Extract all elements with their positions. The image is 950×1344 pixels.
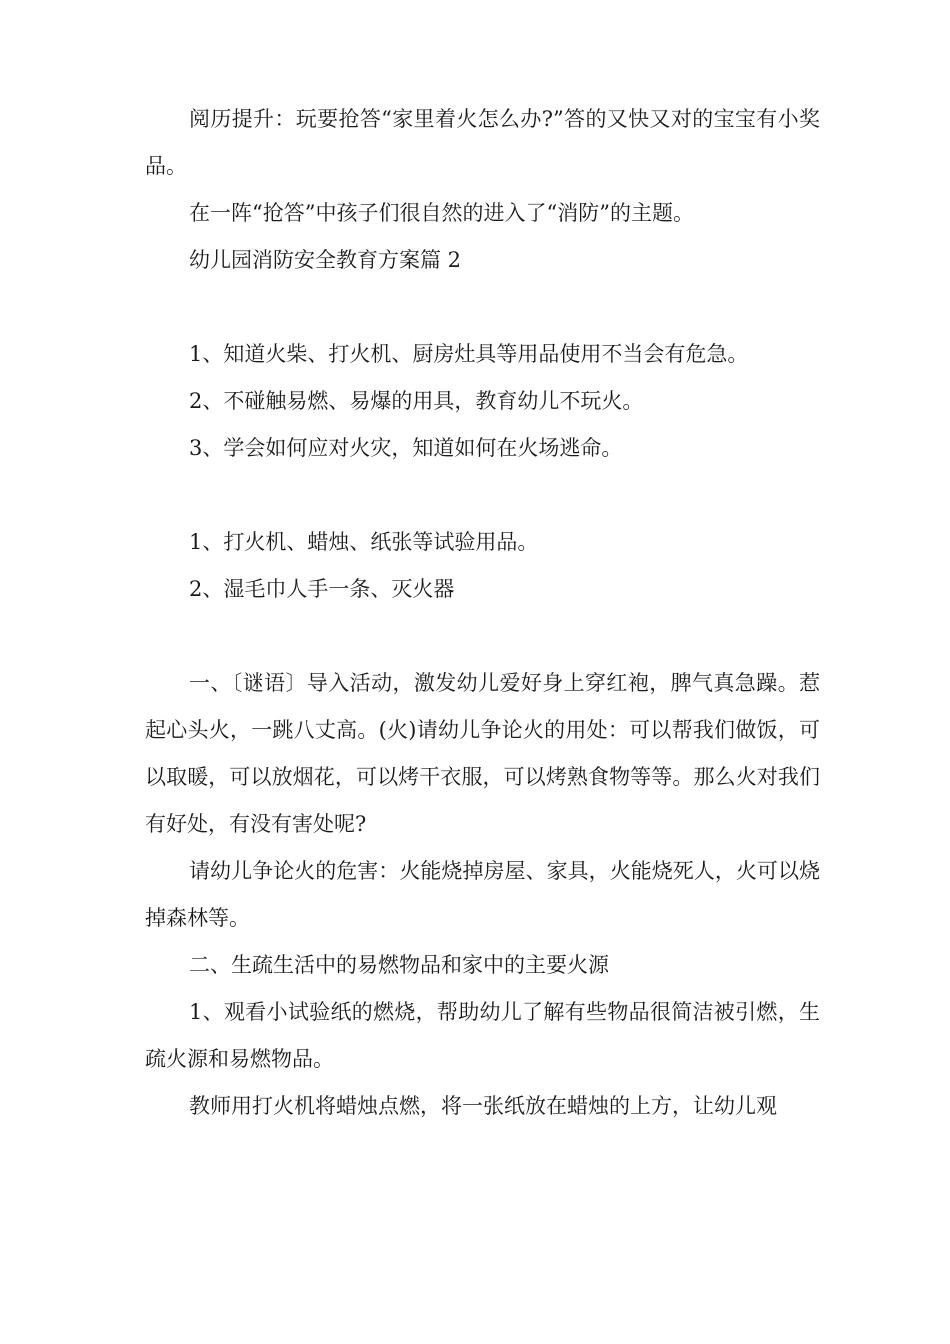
prep-item-1: 1、打火机、蜡烛、纸张等试验用品。 [189, 530, 539, 554]
document-body [145, 96, 820, 1130]
goal-item-1: 1、知道火柴、打火机、厨房灶具等用品使用不当会有危急。 [189, 342, 749, 366]
activity-paper-experiment: 1、观看小试验纸的燃烧，帮助幼儿了解有些物品很简洁被引燃，生疏火源和易燃物品。 [145, 1000, 820, 1071]
activity-teacher-demo: 教师用打火机将蜡烛点燃，将一张纸放在蜡烛的上方，让幼儿观 [189, 1094, 777, 1118]
goal-item-2: 2、不碰触易燃、易爆的用具，教育幼儿不玩火。 [189, 389, 644, 413]
blank-line [145, 472, 820, 519]
paragraph-theme-intro: 在一阵“抢答”中孩子们很自然的进入了“消防”的主题。 [189, 201, 694, 225]
activity-riddle-intro: 一、〔谜语〕导入活动，激发幼儿爱好身上穿红袍，脾气真急躁。惹起心头火，一跳八丈高。(火)请幼儿争论火的用处：可以帮我们做饭，可以取暖，可以放烟花，可以烤干衣服，可以烤熟食物等等。那么火对我们有好处，有没有害处呢? [145, 671, 820, 836]
section-heading-plan-2: 幼儿园消防安全教育方案篇 2 [189, 248, 462, 272]
paragraph-experience-boost: 阅历提升：玩要抢答“家里着火怎么办?”答的又快又对的宝宝有小奖品。 [145, 107, 820, 178]
blank-line [145, 613, 820, 660]
blank-line [145, 284, 820, 331]
prep-item-2: 2、湿毛巾人手一条、灭火器 [189, 577, 455, 601]
activity-section-two-heading: 二、生疏生活中的易燃物品和家中的主要火源 [189, 953, 609, 977]
activity-fire-hazards: 请幼儿争论火的危害：火能烧掉房屋、家具，火能烧死人，火可以烧掉森林等。 [145, 859, 820, 930]
goal-item-3: 3、学会如何应对火灾，知道如何在火场逃命。 [189, 436, 623, 460]
